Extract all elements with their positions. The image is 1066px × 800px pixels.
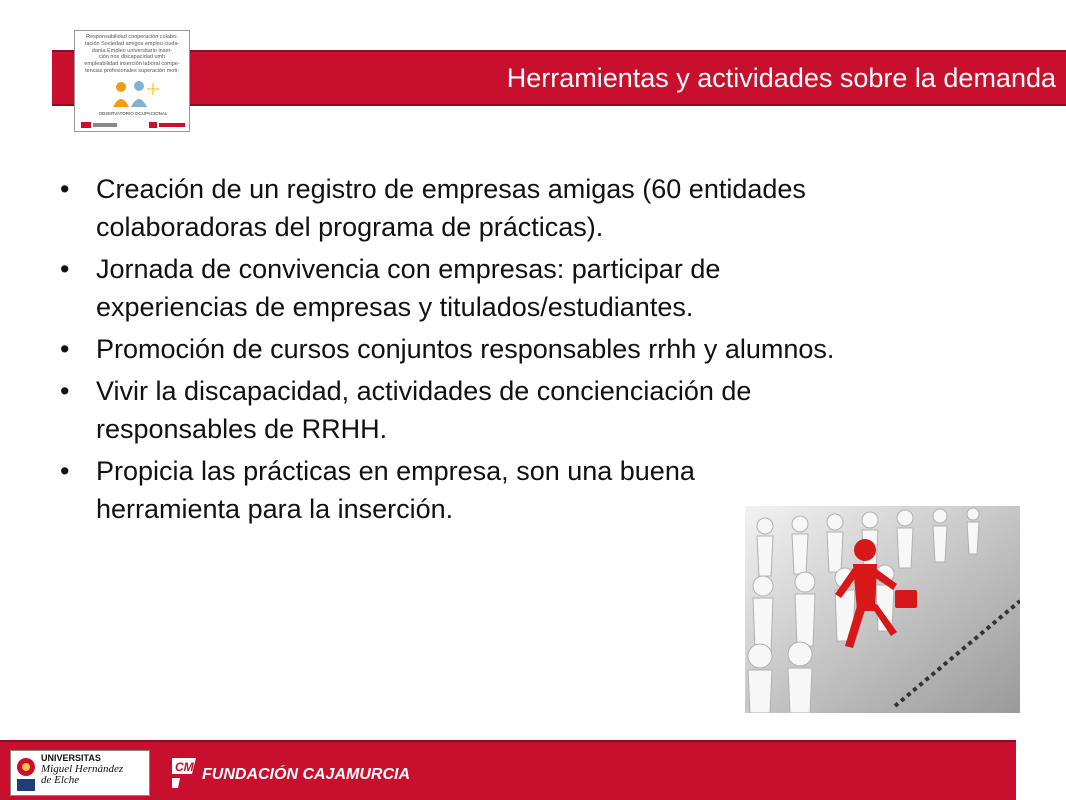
crowd-illustration [745,506,1020,713]
bullet-item: • Jornada de convivencia con empresas: participar de experiencias de empresas y titulados/estudiantes. [60,250,840,326]
bullet-item: • Propicia las prácticas en empresa, son una buena herramienta para la inserción. [60,452,840,528]
logo-line: Responsabilidad cooperación colabo- [86,34,178,40]
umh-crest-icon [13,751,39,795]
umh-line1: UNIVERSITAS [41,753,101,763]
people-icon [109,79,159,111]
logo-line: danía Empleo universitario inser- [91,47,173,54]
logo-line: ración Sociedad amigos empleo ciuda- [84,40,180,47]
logo-line: tencias profesionales superación moti- [85,67,179,74]
bullet-item: • Creación de un registro de empresas amigas (60 entidades colaboradoras del programa de prácticas). [60,170,840,246]
umh-logo [10,750,150,796]
logo-word-cloud [79,34,185,75]
title-bar [52,47,1066,106]
umh-line3: de Elche [41,774,80,786]
bullet-item: • Promoción de cursos conjuntos responsables rrhh y alumnos. [60,330,840,368]
bullet-list [60,170,840,532]
empleo-universitario-logo [74,30,190,132]
running-crowd-photo [745,506,1020,713]
cm-badge-icon [170,756,200,790]
logo-line: ción nos discapacidad umh [98,54,166,61]
slide-title: Herramientas y actividades sobre la demanda [506,63,1056,93]
umh-line2: Miguel Hernández [41,763,124,775]
fcm-name: FUNDACIÓN CAJAMURCIA [202,766,410,783]
footer-bar [0,740,1016,800]
bullet-item: • Vivir la discapacidad, actividades de concienciación de responsables de RRHH. [60,372,840,448]
cm-badge-text: CM [175,760,194,774]
umh-name [41,753,123,786]
logo-line: empleabilidad inserción laboral compe- [84,61,180,68]
logo-subtitle: OBSERVATORIO OCUPACIONAL [98,111,168,116]
logo-sponsor-strip [79,121,187,129]
